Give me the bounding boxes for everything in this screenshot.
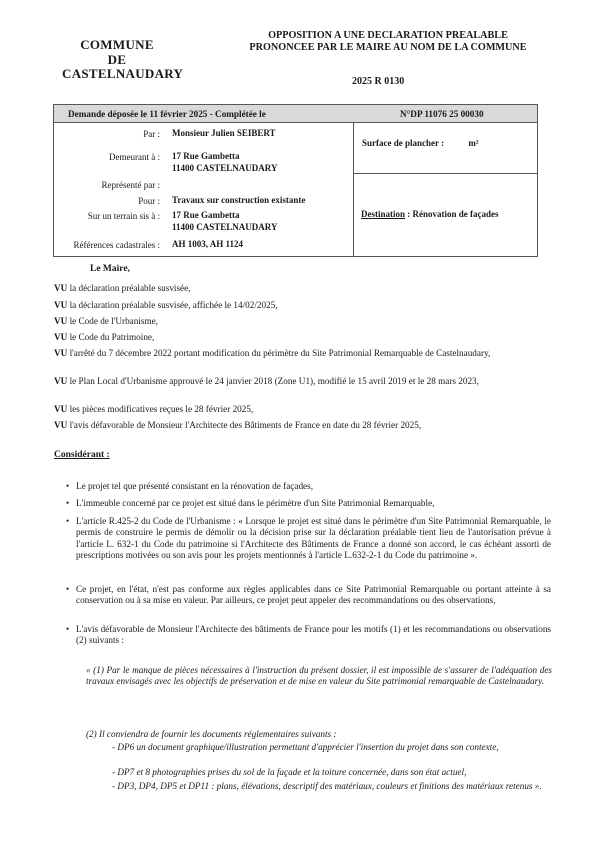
vu-text: les pièces modificatives reçues le 28 février 2025, xyxy=(67,404,254,414)
document-title xyxy=(238,30,538,53)
vu-text: l'avis défavorable de Monsieur l'Architecte des Bâtiments de France en date du 28 février 2025, xyxy=(67,420,422,430)
destination-value: : Rénovation de façades xyxy=(405,209,499,219)
commune-line: COMMUNE xyxy=(80,37,154,52)
vu-text: le Code de l'Urbanisme, xyxy=(67,316,158,326)
abf-observation-item: - DP3, DP4, DP5 et DP11 : plans, élévations, descriptif des matériaux, couleurs et finitions des matériaux retenus ». xyxy=(112,781,542,791)
abf-observation-item: - DP7 et 8 photographies prises du sol de la façade et la toiture concernée, dans son état actuel, xyxy=(112,767,467,777)
vu-text: le Plan Local d'Urbanisme approuvé le 24 janvier 2018 (Zone U1), modifié le 15 avril 2019 et le 28 mars 2023, xyxy=(67,376,479,386)
bullet-text: Le projet tel que présenté consistant en la rénovation de façades, xyxy=(76,481,313,491)
surface-label: Surface de plancher : xyxy=(362,138,445,148)
destination-field xyxy=(361,209,499,219)
bullet-item xyxy=(66,584,551,607)
reference-number: 2025 R 0130 xyxy=(352,76,405,87)
vu-item xyxy=(54,348,550,360)
pour-value: Travaux sur construction existante xyxy=(172,195,306,205)
bullet-item xyxy=(66,498,551,509)
bullet-text: L'avis défavorable de Monsieur l'Architecte des bâtiments de France pour les motifs (1) et les recommandations ou observations (2) suivants : xyxy=(76,624,551,646)
references-value: AH 1003, AH 1124 xyxy=(172,239,244,249)
address-line: 11400 CASTELNAUDARY xyxy=(172,162,278,173)
vu-prefix: VU xyxy=(54,283,68,293)
title-line: OPPOSITION A UNE DECLARATION PREALABLE xyxy=(268,30,508,41)
dossier-number: N°DP 11076 25 00030 xyxy=(400,109,484,119)
references-label: Références cadastrales : xyxy=(73,240,160,250)
vu-item xyxy=(54,283,550,295)
vu-prefix: VU xyxy=(54,376,68,386)
vu-prefix: VU xyxy=(54,300,68,310)
maire-heading: Le Maire, xyxy=(90,264,130,274)
bullet-item xyxy=(66,624,551,647)
demeurant-value xyxy=(172,151,277,174)
form-divider xyxy=(353,173,538,174)
address-line: 11400 CASTELNAUDARY xyxy=(172,221,278,232)
bullet-icon: • xyxy=(66,624,70,634)
vu-item xyxy=(54,404,550,416)
vu-item xyxy=(54,420,550,432)
commune-line: DE xyxy=(107,51,127,67)
destination-label: Destination xyxy=(361,209,406,219)
bullet-icon: • xyxy=(66,498,70,508)
pour-label: Pour : xyxy=(138,196,160,206)
bullet-text: L'immeuble concerné par ce projet est situé dans le périmètre d'un Site Patrimonial Remarquable, xyxy=(76,498,435,508)
request-date: Demande déposée le 11 février 2025 - Complétée le xyxy=(68,109,266,119)
bullet-item xyxy=(66,481,551,492)
vu-text: la déclaration préalable susvisée, affichée le 14/02/2025, xyxy=(67,300,278,310)
vu-prefix: VU xyxy=(54,420,68,430)
vu-item xyxy=(54,332,550,344)
vu-prefix: VU xyxy=(54,348,68,358)
address-line: 17 Rue Gambetta xyxy=(172,151,240,161)
terrain-label: Sur un terrain sis à : xyxy=(87,211,160,221)
bullet-text: Ce projet, en l'état, n'est pas conforme aux règles applicables dans ce Site Patrimonial Remarquable ou portant atteinte à sa conservation ou à sa mise en valeur. Par ailleurs, ce projet peut appeler des recommandations ou des observations, xyxy=(76,584,551,606)
vu-prefix: VU xyxy=(54,332,68,342)
vu-prefix: VU xyxy=(54,316,68,326)
bullet-icon: • xyxy=(66,516,70,526)
form-divider xyxy=(353,123,354,257)
commune-line: CASTELNAUDARY xyxy=(62,66,184,81)
vu-text: le Code du Patrimoine, xyxy=(67,332,155,342)
terrain-value xyxy=(172,210,277,233)
abf-motif-quote: « (1) Par le manque de pièces nécessaires à l'instruction du présent dossier, il est impossible de s'assurer de l'adéquation des travaux envisagés avec les objectifs de préservation et de mise en valeur du Site patrimonial remarquable de Castelnaudary. xyxy=(86,665,552,687)
surface-unit: m² xyxy=(468,138,479,148)
par-value: Monsieur Julien SEIBERT xyxy=(172,128,276,138)
demeurant-label: Demeurant à : xyxy=(109,152,160,162)
bullet-text: L'article R.425-2 du Code de l'Urbanisme : « Lorsque le projet est situé dans le périmètre d'un Site Patrimonial Remarquable, le permis de construire le permis de démolir ou la décision prise sur la déclaration préalable tient lieu de l'autorisation prévue à l'article L. 632-1 du Code du patrimoine si l'Architecte des Bâtiments de France a donné son accord, le cas échéant assorti de prescriptions motivées ou son avis pour les projets mentionnés à l'article L.632-2-1 du Code du patrimoine ». xyxy=(76,516,551,560)
vu-text: la déclaration préalable susvisée, xyxy=(67,283,191,293)
vu-prefix: VU xyxy=(54,404,68,414)
bullet-icon: • xyxy=(66,584,70,594)
commune-block xyxy=(62,37,184,82)
surface-field xyxy=(362,138,479,148)
par-label: Par : xyxy=(143,129,160,139)
vu-item xyxy=(54,376,550,388)
vu-item xyxy=(54,300,550,312)
address-line: 17 Rue Gambetta xyxy=(172,210,240,220)
vu-text: l'arrêté du 7 décembre 2022 portant modification du périmètre du Site Patrimonial Remarquable de Castelnaudary, xyxy=(67,348,491,358)
considerant-heading: Considérant : xyxy=(54,450,110,460)
bullet-icon: • xyxy=(66,481,70,491)
abf-observation-item: - DP6 un document graphique/illustration permettant d'apprécier l'insertion du projet dans son contexte, xyxy=(112,742,499,752)
bullet-item xyxy=(66,516,551,561)
represente-label: Représenté par : xyxy=(101,180,160,190)
abf-observations-intro: (2) Il conviendra de fournir les documents réglementaires suivants : xyxy=(86,729,337,739)
title-line: PRONONCEE PAR LE MAIRE AU NOM DE LA COMMUNE xyxy=(249,41,527,53)
vu-item xyxy=(54,316,550,328)
